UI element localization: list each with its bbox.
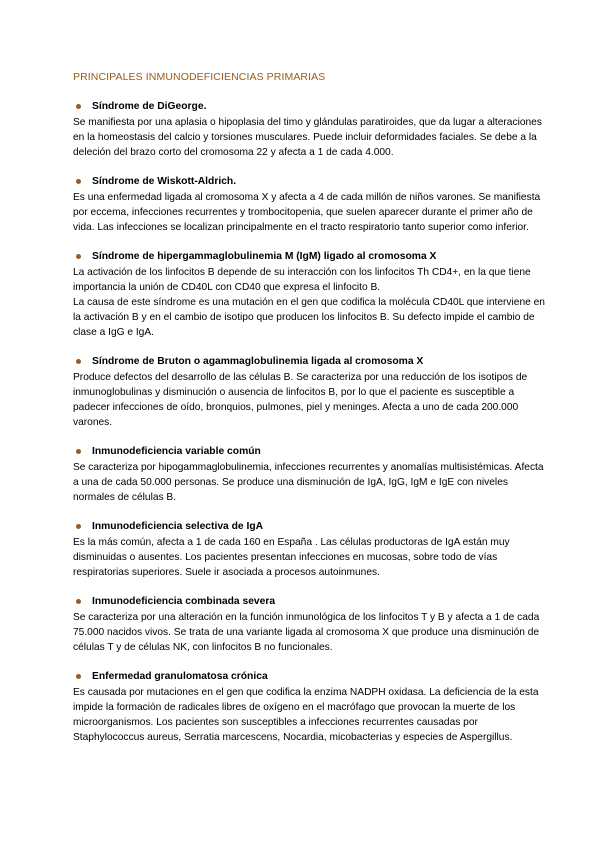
section-heading-text: Inmunodeficiencia variable común — [92, 446, 261, 457]
section-heading — [73, 595, 551, 609]
section-paragraph: Se manifiesta por una aplasia o hipoplasia del timo y glándulas paratiroides, que da lugar a alteraciones en la homeostasis del calcio y torsiones musculares. Puede incluir deformidades faciales. Se debe a la deleción del brazo corto del cromosoma 22 y afecta a 1 de cada 4.000. — [73, 117, 542, 158]
section-paragraph: Es una enfermedad ligada al cromosoma X y afecta a 4 de cada millón de niños varones. Se manifiesta por eccema, infecciones recurrentes y trombocitopenia, que suelen aparecer durante el primer año de vida. Las infecciones se localizan principalmente en el tracto respiratorio tanto superior como inferior. — [73, 192, 541, 233]
section-heading — [73, 445, 551, 459]
section-heading — [73, 355, 551, 369]
section-heading-text: Síndrome de Bruton o agammaglobulinemia ligada al cromosoma X — [92, 356, 424, 367]
section-heading — [73, 250, 551, 264]
document-title: PRINCIPALES INMUNODEFICIENCIAS PRIMARIAS — [73, 71, 326, 83]
section-heading — [73, 670, 551, 684]
section-heading-text: Inmunodeficiencia selectiva de IgA — [92, 521, 264, 532]
section-heading-text: Síndrome de DiGeorge. — [92, 101, 207, 112]
bullet-icon — [76, 254, 81, 259]
section-paragraph: Se caracteriza por hipogammaglobulinemia, infecciones recurrentes y anomalías multisistémicas. Afecta a una de cada 50.000 personas. Se produce una disminución de IgA, IgG, IgM e IgE con niveles normales de células B. — [73, 462, 544, 503]
section-heading-text: Enfermedad granulomatosa crónica — [92, 671, 268, 682]
section-heading-text: Inmunodeficiencia combinada severa — [92, 596, 276, 607]
section-variable-comun — [73, 445, 551, 505]
section-wiskott-aldrich — [73, 175, 551, 235]
bullet-icon — [76, 449, 81, 454]
section-paragraph: Se caracteriza por una alteración en la función inmunológica de los linfocitos T y B y afecta a 1 de cada 75.000 nacidos vivos. Se trata de una variante ligada al cromosoma X que produce una disminución de células T y de células NK, con linfocitos B no funcionales. — [73, 612, 540, 653]
section-paragraph: Es la más común, afecta a 1 de cada 160 en España . Las células productoras de IgA están muy disminuidas o ausentes. Los pacientes presentan infecciones en mucosas, sobre todo de vías respiratorias superiores. Suele ir asociada a procesos autoinmunes. — [73, 537, 510, 578]
section-heading-text: Síndrome de Wiskott-Aldrich. — [92, 176, 237, 187]
bullet-icon — [76, 104, 81, 109]
section-paragraph: Es causada por mutaciones en el gen que codifica la enzima NADPH oxidasa. La deficiencia de la esta impide la formación de radicales libres de oxígeno en el macrófago que provocan la muerte de los microorganismos. Los pacientes son susceptibles a infecciones recurrentes causadas por Staphylococcus aureus, Serratia marcescens, Nocardia, micobacterias y especies de Aspergillus. — [73, 687, 539, 743]
bullet-icon — [76, 359, 81, 364]
document-body — [73, 100, 551, 760]
bullet-icon — [76, 179, 81, 184]
bullet-icon — [76, 674, 81, 679]
section-paragraph: La causa de este síndrome es una mutación en el gen que codifica la molécula CD40L que interviene en la activación B y en el cambio de isotipo que producen los linfocitos B. Su defecto impide el cambio de clase a IgG e IgA. — [73, 297, 545, 338]
section-bruton — [73, 355, 551, 430]
section-granulomatosa-cronica — [73, 670, 551, 745]
section-selectiva-iga — [73, 520, 551, 580]
section-paragraph: Produce defectos del desarrollo de las células B. Se caracteriza por una reducción de los isotipos de inmunoglobulinas y disminución o ausencia de linfocitos B, por lo que el paciente es susceptible a padecer infecciones de oído, bronquios, pulmones, piel y meninges. Afecta a uno de cada 200.000 varones. — [73, 372, 528, 428]
section-heading-text: Síndrome de hipergammaglobulinemia M (IgM) ligado al cromosoma X — [92, 251, 437, 262]
bullet-icon — [76, 524, 81, 529]
section-heading — [73, 175, 551, 189]
section-paragraph: La activación de los linfocitos B depende de su interacción con los linfocitos Th CD4+, en la que tiene importancia la unión de CD40L con CD40 que expresa el linfocito B. — [73, 267, 531, 293]
section-hiper-igm — [73, 250, 551, 340]
section-digeorge — [73, 100, 551, 160]
section-combinada-severa — [73, 595, 551, 655]
section-heading — [73, 100, 551, 114]
bullet-icon — [76, 599, 81, 604]
section-heading — [73, 520, 551, 534]
